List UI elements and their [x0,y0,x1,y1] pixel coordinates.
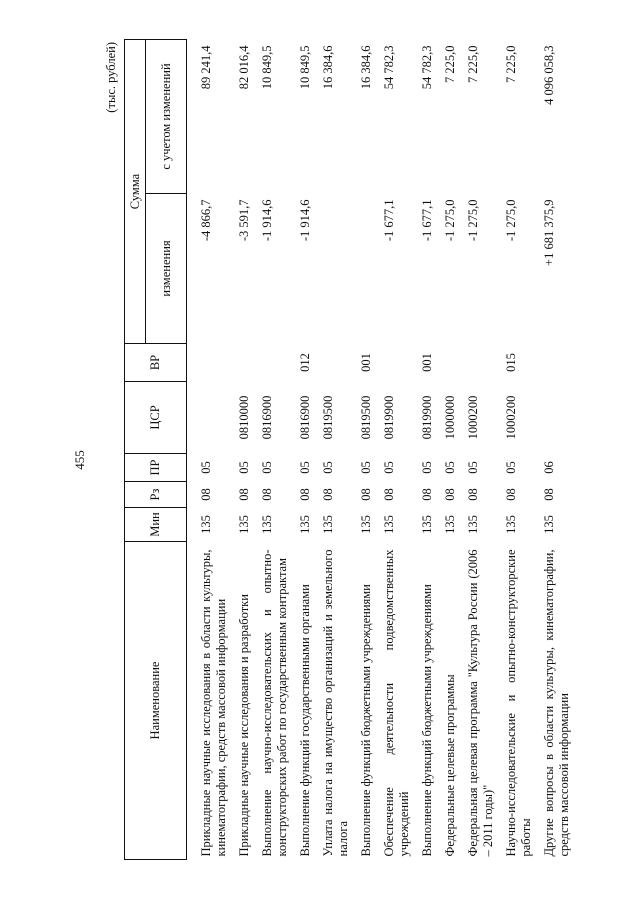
table-cell-csr: 0816900 [298,395,312,440]
col-header-min: Мин [125,508,187,542]
table-cell-min: 135 [199,515,213,534]
table-cell-change: +1 681 375,9 [542,199,556,266]
col-header-with-change: с учетом изменений [146,40,187,194]
col-header-name: Наименование [125,542,187,860]
table-row [354,40,377,860]
col-header-csr: ЦСР [125,382,187,454]
table-row [438,40,461,860]
table-cell-pr: 05 [359,461,373,474]
table-cell-rz: 08 [443,488,457,501]
table-row [232,40,255,860]
table-cell-change: -1 677,1 [382,199,396,242]
table-cell-min: 135 [542,515,556,534]
table-cell-name: Выполнение функций бюджетными учреждениями [359,584,373,857]
col-header-pr: ПР [125,454,187,482]
table-cell-rz: 08 [237,488,251,501]
table-row [187,40,233,860]
table-cell-pr: 05 [420,461,434,474]
table-cell-rz: 08 [466,488,480,501]
table-row [415,40,438,860]
table-cell-pr: 06 [542,461,556,474]
table-cell-vr [187,344,233,382]
table-cell-rz: 08 [321,488,335,501]
table-cell-min: 135 [466,515,480,534]
table-cell-total: 54 782,3 [382,45,396,90]
table-cell-csr: 0819500 [359,395,373,440]
table-cell-pr: 05 [298,461,312,474]
table-cell-vr [316,344,354,382]
col-header-rz: Рз [125,482,187,508]
table-cell-total: 10 849,5 [260,45,274,90]
table-row [316,40,354,860]
table-cell-vr [255,344,293,382]
table-cell-name: Прикладные научные исследования и разработки [237,594,251,857]
table-cell-change: -1 677,1 [420,199,434,242]
table-cell-total: 89 241,4 [199,45,213,90]
table-cell-name: Выполнение функций государственными органами [298,584,312,857]
table-cell-pr: 05 [321,461,335,474]
table-cell-pr: 05 [237,461,251,474]
table-row [293,40,316,860]
table-cell-total: 16 384,6 [359,45,373,90]
table-cell-change: -1 275,0 [443,199,457,242]
table-cell-min: 135 [504,515,518,534]
table-row [377,40,415,860]
table-cell-name: Другие вопросы в области культуры, кинематографии, средств массовой информации [542,549,571,857]
table-cell-rz: 08 [199,488,213,501]
budget-table-page [100,40,570,860]
table-cell-change: -1 275,0 [504,199,518,242]
table-cell-total: 4 096 058,3 [542,45,556,105]
table-cell-pr: 05 [443,461,457,474]
table-body [187,40,576,860]
table-cell-min: 135 [298,515,312,534]
table-cell-min: 135 [321,515,335,534]
col-header-vr: ВР [125,344,187,382]
table-cell-rz: 08 [359,488,373,501]
table-cell-name: Выполнение функций бюджетными учреждениями [420,584,434,857]
table-cell-rz: 08 [382,488,396,501]
table-cell-min: 135 [237,515,251,534]
table-cell-min: 135 [443,515,457,534]
table-cell-rz: 08 [298,488,312,501]
table-cell-csr [187,382,233,454]
table-cell-name: Федеральная целевая программа "Культура России (2006 – 2011 годы)" [466,549,495,857]
table-cell-vr [232,344,255,382]
table-cell-rz: 08 [260,488,274,501]
table-row [461,40,499,860]
units-label: (тыс. рублей) [104,42,118,113]
table-cell-change: -4 866,7 [199,199,213,242]
table-cell-change [354,194,377,344]
table-cell-pr: 05 [504,461,518,474]
table-cell-csr: 0819900 [382,395,396,440]
table-cell-change: -1 275,0 [466,199,480,242]
table-cell-csr: 1000200 [504,395,518,440]
table-cell-csr: 0819500 [321,395,335,440]
table-cell-vr [438,344,461,382]
table-cell-pr: 05 [382,461,396,474]
table-cell-vr: 001 [359,353,373,372]
table-row [499,40,537,860]
table-cell-csr: 0810000 [237,395,251,440]
table-cell-change [316,194,354,344]
table-cell-rz: 08 [504,488,518,501]
table-cell-vr: 015 [504,353,518,372]
table-cell-total: 7 225,0 [466,45,480,83]
table-cell-change: -1 914,6 [298,199,312,242]
table-cell-change: -1 914,6 [260,199,274,242]
page-number: 455 [72,450,87,470]
table-cell-total: 7 225,0 [443,45,457,83]
table-cell-pr: 05 [466,461,480,474]
table-cell-name: Федеральные целевые программы [443,674,457,857]
table-cell-name: Научно-исследовательские и опытно-конструкторские работы [504,549,533,857]
table-cell-csr: 0819900 [420,395,434,440]
table-cell-min: 135 [359,515,373,534]
table-cell-csr: 1000000 [443,395,457,440]
table-cell-vr [461,344,499,382]
table-cell-pr: 05 [199,461,213,474]
table-cell-vr [537,344,575,382]
table-cell-csr [537,382,575,454]
table-cell-name: Обеспечение деятельности подведомственных учреждений [382,549,411,857]
table-cell-min: 135 [260,515,274,534]
table-cell-min: 135 [420,515,434,534]
table-cell-vr: 001 [420,353,434,372]
table-cell-rz: 08 [420,488,434,501]
table-cell-change: -3 591,7 [237,199,251,242]
table-cell-total: 7 225,0 [504,45,518,83]
table-cell-vr [377,344,415,382]
table-cell-total: 54 782,3 [420,45,434,90]
table-cell-name: Уплата налога на имущество организаций и земельного налога [321,549,350,857]
col-header-change: изменения [146,194,187,344]
col-header-sum: Сумма [125,40,146,344]
table-row [255,40,293,860]
table-cell-total: 10 849,5 [298,45,312,90]
budget-table [124,39,575,860]
table-cell-csr: 1000200 [466,395,480,440]
table-cell-vr: 012 [298,353,312,372]
table-cell-total: 82 016,4 [237,45,251,90]
table-cell-csr: 0816900 [260,395,274,440]
table-cell-name: Выполнение научно-исследовательских и опытно-конструкторских работ по государственным контрактам [260,549,289,857]
table-cell-min: 135 [382,515,396,534]
table-cell-rz: 08 [542,488,556,501]
table-cell-total: 16 384,6 [321,45,335,90]
table-cell-pr: 05 [260,461,274,474]
table-cell-name: Прикладные научные исследования в области культуры, кинематографии, средств массовой информации [199,549,228,857]
table-row [537,40,575,860]
